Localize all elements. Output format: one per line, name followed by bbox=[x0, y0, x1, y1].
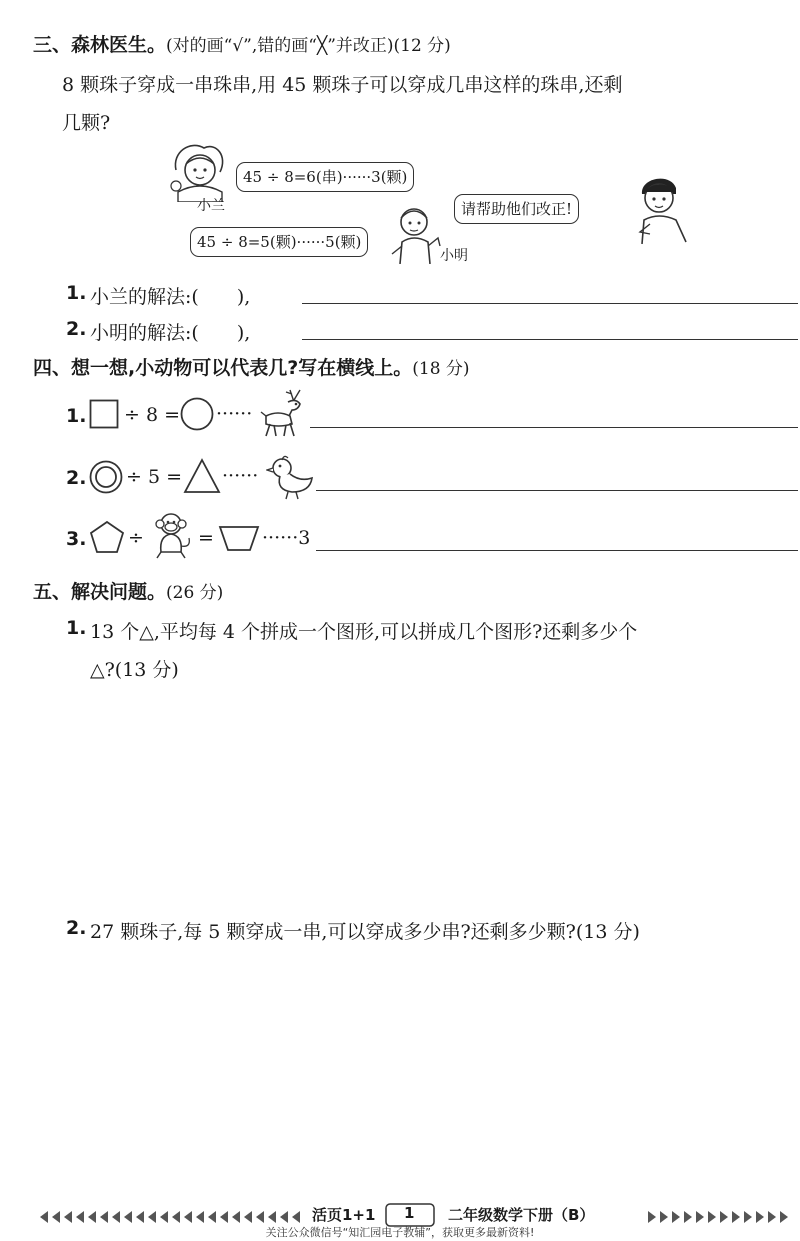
section4-item1-number: 1. bbox=[66, 405, 87, 427]
footer-page-number: 1 bbox=[404, 1204, 415, 1222]
section5-title: 五、解决问题。 bbox=[33, 581, 167, 603]
section5-heading bbox=[33, 577, 223, 604]
section3-item1-number: 1. bbox=[66, 282, 87, 304]
circle-shape-icon bbox=[180, 397, 214, 431]
monkey-icon bbox=[147, 512, 193, 560]
section5-q2-number: 2. bbox=[66, 917, 87, 939]
deer-icon bbox=[258, 388, 310, 438]
section4-note: (18 分) bbox=[412, 359, 470, 379]
section3-question-line1: 8 颗珠子穿成一串珠串,用 45 颗珠子可以穿成几串这样的珠串,还剩 bbox=[62, 74, 623, 96]
section3-heading bbox=[33, 30, 451, 57]
section4-item3-number: 3. bbox=[66, 528, 87, 550]
triangle-shape-icon bbox=[183, 458, 221, 494]
section4-item2-number: 2. bbox=[66, 467, 87, 489]
answer-line-deer[interactable] bbox=[310, 427, 798, 428]
footer-brand: 活页1+1 bbox=[312, 1206, 376, 1224]
answer-line-chick[interactable] bbox=[316, 490, 798, 491]
answer-line-xiaoming[interactable] bbox=[302, 339, 798, 340]
square-shape-icon bbox=[89, 399, 119, 429]
section5-q1-number: 1. bbox=[66, 617, 87, 639]
double-circle-shape-icon bbox=[89, 460, 123, 494]
section4-item2-divide: ÷ 5 = bbox=[126, 466, 183, 488]
pentagon-shape-icon bbox=[89, 520, 125, 554]
q2-answer-area[interactable] bbox=[60, 955, 780, 1185]
boy-xiaoming-icon bbox=[388, 202, 444, 264]
section5-note: (26 分) bbox=[166, 583, 224, 603]
section4-heading bbox=[33, 353, 470, 380]
section5-q2-text: 27 颗珠子,每 5 颗穿成一串,可以穿成多少串?还剩多少颗?(13 分) bbox=[90, 921, 640, 943]
trapezoid-shape-icon bbox=[218, 524, 260, 552]
section4-item1-divide: ÷ 8 = bbox=[124, 404, 181, 426]
section5-q1-line2: △?(13 分) bbox=[90, 659, 179, 681]
footer-book-title: 二年级数学下册（B） bbox=[448, 1206, 595, 1224]
section3-item2-number: 2. bbox=[66, 318, 87, 340]
section4-title: 四、想一想,小动物可以代表几?写在横线上。 bbox=[33, 357, 413, 379]
section4-item1-dots: ······ bbox=[216, 403, 253, 425]
answer-line-monkey[interactable] bbox=[316, 550, 798, 551]
xiaoming-name: 小明 bbox=[440, 248, 468, 264]
section4-item2-dots: ······ bbox=[222, 465, 259, 487]
section3-item2-label: 小明的解法:( ), bbox=[90, 322, 251, 344]
girl-xiaolan-icon bbox=[168, 142, 238, 202]
section4-item3-remainder: ······3 bbox=[262, 527, 311, 549]
section3-title: 三、森林医生。 bbox=[33, 34, 167, 56]
boy-teacher-icon bbox=[628, 172, 692, 244]
footer-notice: 关注公众微信号“知汇园电子教辅”，获取更多最新资料! bbox=[265, 1226, 535, 1239]
answer-line-xiaolan[interactable] bbox=[302, 303, 798, 304]
q1-answer-area[interactable] bbox=[60, 690, 780, 900]
section3-question-line2: 几颗? bbox=[62, 112, 111, 134]
xiaolan-name: 小兰 bbox=[197, 198, 225, 214]
section3-item1-label: 小兰的解法:( ), bbox=[90, 286, 251, 308]
chick-icon bbox=[266, 454, 316, 500]
xiaolan-bubble: 45 ÷ 8=6(串)······3(颗) bbox=[236, 162, 414, 192]
section4-item3-equals: = bbox=[198, 527, 214, 549]
section4-item3-divide: ÷ bbox=[128, 527, 144, 549]
xiaoming-bubble: 45 ÷ 8=5(颗)······5(颗) bbox=[190, 227, 368, 257]
teacher-bubble: 请帮助他们改正! bbox=[454, 194, 579, 224]
section3-note: (对的画“√”,错的画“╳”并改正)(12 分) bbox=[166, 36, 451, 56]
section5-q1-line1: 13 个△,平均每 4 个拼成一个图形,可以拼成几个图形?还剩多少个 bbox=[90, 621, 638, 643]
